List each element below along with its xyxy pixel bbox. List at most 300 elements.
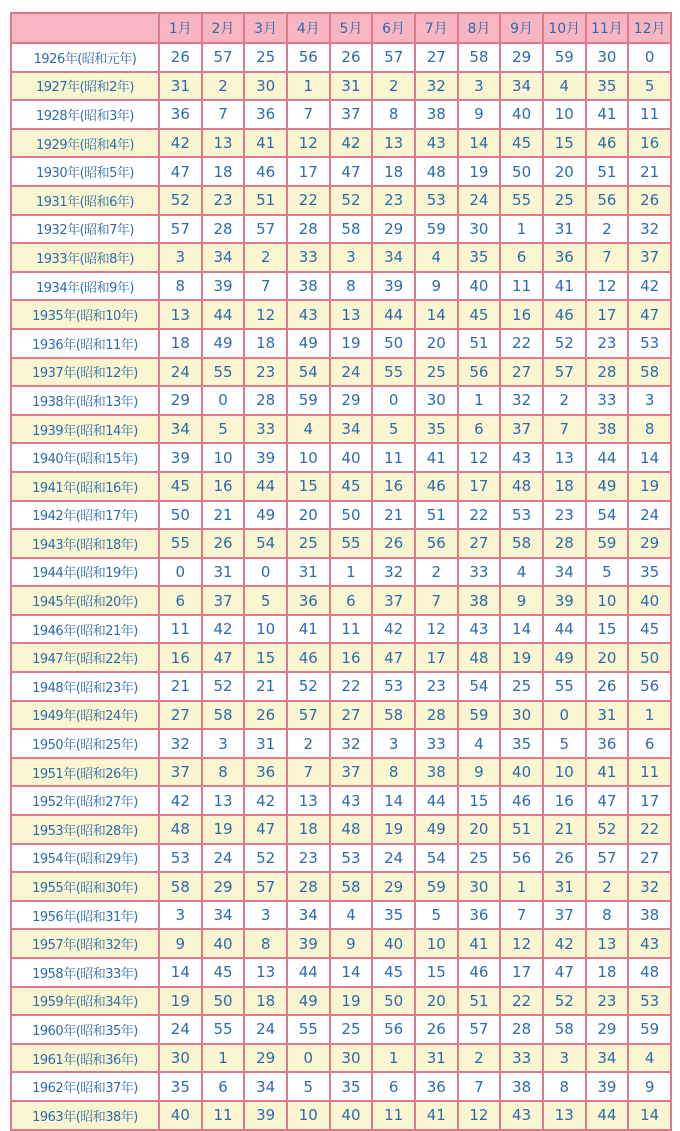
value-cell: 50 — [202, 987, 245, 1016]
value-cell: 2 — [543, 386, 586, 415]
value-cell: 32 — [159, 729, 202, 758]
value-cell: 15 — [244, 643, 287, 672]
value-cell: 19 — [202, 815, 245, 844]
value-cell: 22 — [500, 329, 543, 358]
value-cell: 42 — [372, 615, 415, 644]
value-cell: 27 — [500, 358, 543, 387]
year-cell: 1926年(昭和元年) — [11, 43, 159, 72]
value-cell: 53 — [159, 844, 202, 873]
value-cell: 49 — [415, 815, 458, 844]
value-cell: 24 — [330, 358, 373, 387]
value-cell: 33 — [287, 243, 330, 272]
value-cell: 2 — [458, 1044, 501, 1073]
value-cell: 55 — [543, 672, 586, 701]
value-cell: 0 — [159, 558, 202, 587]
table-row — [11, 672, 671, 701]
month-header: 9月 — [500, 13, 543, 43]
value-cell: 36 — [543, 243, 586, 272]
table-row — [11, 1015, 671, 1044]
value-cell: 9 — [458, 100, 501, 129]
value-cell: 47 — [372, 643, 415, 672]
value-cell: 35 — [500, 729, 543, 758]
value-cell: 43 — [287, 300, 330, 329]
value-cell: 52 — [330, 186, 373, 215]
value-cell: 35 — [159, 1072, 202, 1101]
value-cell: 3 — [458, 72, 501, 101]
year-cell: 1930年(昭和5年) — [11, 157, 159, 186]
value-cell: 32 — [628, 872, 671, 901]
value-cell: 18 — [244, 329, 287, 358]
value-cell: 50 — [159, 501, 202, 530]
value-cell: 47 — [202, 643, 245, 672]
value-cell: 26 — [372, 529, 415, 558]
value-cell: 40 — [500, 758, 543, 787]
value-cell: 42 — [159, 786, 202, 815]
value-cell: 2 — [372, 72, 415, 101]
table-row — [11, 586, 671, 615]
year-cell: 1942年(昭和17年) — [11, 501, 159, 530]
value-cell: 40 — [202, 929, 245, 958]
value-cell: 51 — [458, 329, 501, 358]
value-cell: 13 — [330, 300, 373, 329]
value-cell: 19 — [628, 472, 671, 501]
year-cell: 1931年(昭和6年) — [11, 186, 159, 215]
value-cell: 14 — [330, 958, 373, 987]
value-cell: 14 — [159, 958, 202, 987]
value-cell: 55 — [372, 358, 415, 387]
value-cell: 6 — [458, 415, 501, 444]
value-cell: 32 — [500, 386, 543, 415]
value-cell: 4 — [287, 415, 330, 444]
value-cell: 54 — [458, 672, 501, 701]
value-cell: 13 — [586, 929, 629, 958]
value-cell: 57 — [586, 844, 629, 873]
value-cell: 17 — [500, 958, 543, 987]
value-cell: 17 — [458, 472, 501, 501]
value-cell: 53 — [330, 844, 373, 873]
value-cell: 37 — [543, 901, 586, 930]
value-cell: 12 — [415, 615, 458, 644]
value-cell: 38 — [415, 100, 458, 129]
year-cell: 1957年(昭和32年) — [11, 929, 159, 958]
value-cell: 16 — [202, 472, 245, 501]
value-cell: 30 — [330, 1044, 373, 1073]
value-cell: 34 — [202, 901, 245, 930]
value-cell: 29 — [202, 872, 245, 901]
value-cell: 13 — [202, 786, 245, 815]
value-cell: 50 — [330, 501, 373, 530]
table-row — [11, 100, 671, 129]
value-cell: 26 — [543, 844, 586, 873]
year-cell: 1936年(昭和11年) — [11, 329, 159, 358]
month-header: 12月 — [628, 13, 671, 43]
value-cell: 20 — [287, 501, 330, 530]
value-cell: 1 — [458, 386, 501, 415]
value-cell: 6 — [500, 243, 543, 272]
value-cell: 26 — [202, 529, 245, 558]
value-cell: 0 — [628, 43, 671, 72]
value-cell: 24 — [159, 358, 202, 387]
value-cell: 25 — [415, 358, 458, 387]
value-cell: 12 — [287, 129, 330, 158]
value-cell: 34 — [287, 901, 330, 930]
value-cell: 15 — [543, 129, 586, 158]
value-cell: 2 — [586, 215, 629, 244]
value-cell: 31 — [586, 701, 629, 730]
value-cell: 46 — [415, 472, 458, 501]
value-cell: 6 — [628, 729, 671, 758]
year-cell: 1944年(昭和19年) — [11, 558, 159, 587]
value-cell: 13 — [159, 300, 202, 329]
value-cell: 45 — [458, 300, 501, 329]
value-cell: 48 — [458, 643, 501, 672]
value-cell: 42 — [159, 129, 202, 158]
value-cell: 39 — [372, 272, 415, 301]
value-cell: 59 — [628, 1015, 671, 1044]
value-cell: 42 — [543, 929, 586, 958]
year-cell: 1960年(昭和35年) — [11, 1015, 159, 1044]
value-cell: 9 — [159, 929, 202, 958]
value-cell: 56 — [628, 672, 671, 701]
value-cell: 55 — [330, 529, 373, 558]
value-cell: 23 — [244, 358, 287, 387]
table-row — [11, 157, 671, 186]
value-cell: 0 — [202, 386, 245, 415]
value-cell: 11 — [372, 443, 415, 472]
value-cell: 7 — [415, 586, 458, 615]
value-cell: 35 — [415, 415, 458, 444]
table-row — [11, 43, 671, 72]
value-cell: 12 — [458, 443, 501, 472]
value-cell: 3 — [202, 729, 245, 758]
value-cell: 18 — [244, 987, 287, 1016]
value-cell: 57 — [244, 872, 287, 901]
value-cell: 55 — [287, 1015, 330, 1044]
value-cell: 19 — [330, 987, 373, 1016]
year-cell: 1934年(昭和9年) — [11, 272, 159, 301]
table-row — [11, 815, 671, 844]
value-cell: 58 — [330, 872, 373, 901]
table-row — [11, 1101, 671, 1130]
value-cell: 57 — [202, 43, 245, 72]
value-cell: 13 — [372, 129, 415, 158]
value-cell: 51 — [244, 186, 287, 215]
value-cell: 50 — [372, 329, 415, 358]
year-cell: 1932年(昭和7年) — [11, 215, 159, 244]
value-cell: 14 — [500, 615, 543, 644]
value-cell: 35 — [628, 558, 671, 587]
value-cell: 55 — [159, 529, 202, 558]
value-cell: 37 — [330, 758, 373, 787]
value-cell: 29 — [372, 215, 415, 244]
value-cell: 37 — [372, 586, 415, 615]
value-cell: 7 — [458, 1072, 501, 1101]
value-cell: 14 — [628, 443, 671, 472]
value-cell: 57 — [543, 358, 586, 387]
table-row — [11, 1044, 671, 1073]
value-cell: 11 — [330, 615, 373, 644]
value-cell: 10 — [543, 100, 586, 129]
value-cell: 48 — [330, 815, 373, 844]
value-cell: 20 — [458, 815, 501, 844]
value-cell: 42 — [244, 786, 287, 815]
table-row — [11, 215, 671, 244]
value-cell: 21 — [372, 501, 415, 530]
value-cell: 26 — [244, 701, 287, 730]
value-cell: 36 — [586, 729, 629, 758]
value-cell: 52 — [244, 844, 287, 873]
value-cell: 55 — [500, 186, 543, 215]
value-cell: 9 — [500, 586, 543, 615]
value-cell: 23 — [415, 672, 458, 701]
value-cell: 7 — [586, 243, 629, 272]
month-header: 1月 — [159, 13, 202, 43]
value-cell: 24 — [159, 1015, 202, 1044]
value-cell: 26 — [330, 43, 373, 72]
value-cell: 23 — [372, 186, 415, 215]
value-cell: 21 — [244, 672, 287, 701]
year-cell: 1948年(昭和23年) — [11, 672, 159, 701]
value-cell: 45 — [330, 472, 373, 501]
value-cell: 23 — [202, 186, 245, 215]
value-cell: 44 — [287, 958, 330, 987]
value-cell: 8 — [372, 758, 415, 787]
value-cell: 15 — [415, 958, 458, 987]
year-month-table — [10, 12, 672, 1131]
year-cell: 1956年(昭和31年) — [11, 901, 159, 930]
year-cell: 1939年(昭和14年) — [11, 415, 159, 444]
value-cell: 16 — [372, 472, 415, 501]
value-cell: 25 — [543, 186, 586, 215]
value-cell: 59 — [458, 701, 501, 730]
value-cell: 15 — [287, 472, 330, 501]
year-cell: 1952年(昭和27年) — [11, 786, 159, 815]
value-cell: 58 — [628, 358, 671, 387]
value-cell: 6 — [159, 586, 202, 615]
value-cell: 57 — [458, 1015, 501, 1044]
value-cell: 3 — [159, 243, 202, 272]
value-cell: 3 — [628, 386, 671, 415]
value-cell: 8 — [543, 1072, 586, 1101]
table-header — [11, 13, 671, 43]
value-cell: 10 — [202, 443, 245, 472]
month-header: 4月 — [287, 13, 330, 43]
value-cell: 15 — [586, 615, 629, 644]
value-cell: 28 — [202, 215, 245, 244]
value-cell: 44 — [415, 786, 458, 815]
month-header: 5月 — [330, 13, 373, 43]
value-cell: 45 — [202, 958, 245, 987]
value-cell: 32 — [628, 215, 671, 244]
value-cell: 30 — [244, 72, 287, 101]
table-row — [11, 272, 671, 301]
value-cell: 10 — [543, 758, 586, 787]
value-cell: 24 — [244, 1015, 287, 1044]
value-cell: 30 — [500, 701, 543, 730]
value-cell: 58 — [202, 701, 245, 730]
value-cell: 44 — [586, 1101, 629, 1130]
value-cell: 37 — [159, 758, 202, 787]
value-cell: 16 — [330, 643, 373, 672]
value-cell: 18 — [159, 329, 202, 358]
value-cell: 56 — [372, 1015, 415, 1044]
month-header: 7月 — [415, 13, 458, 43]
value-cell: 25 — [500, 672, 543, 701]
value-cell: 39 — [586, 1072, 629, 1101]
value-cell: 54 — [415, 844, 458, 873]
value-cell: 22 — [458, 501, 501, 530]
year-cell: 1946年(昭和21年) — [11, 615, 159, 644]
value-cell: 53 — [628, 329, 671, 358]
month-header: 10月 — [543, 13, 586, 43]
table-row — [11, 615, 671, 644]
table-row — [11, 472, 671, 501]
value-cell: 19 — [159, 987, 202, 1016]
value-cell: 48 — [500, 472, 543, 501]
value-cell: 26 — [586, 672, 629, 701]
table-row — [11, 501, 671, 530]
value-cell: 43 — [628, 929, 671, 958]
value-cell: 29 — [586, 1015, 629, 1044]
year-cell: 1949年(昭和24年) — [11, 701, 159, 730]
value-cell: 52 — [586, 815, 629, 844]
table-row — [11, 901, 671, 930]
table-row — [11, 72, 671, 101]
value-cell: 58 — [500, 529, 543, 558]
value-cell: 57 — [287, 701, 330, 730]
value-cell: 36 — [244, 100, 287, 129]
value-cell: 1 — [500, 872, 543, 901]
value-cell: 46 — [287, 643, 330, 672]
value-cell: 31 — [287, 558, 330, 587]
value-cell: 53 — [500, 501, 543, 530]
value-cell: 2 — [586, 872, 629, 901]
value-cell: 48 — [415, 157, 458, 186]
table-row — [11, 729, 671, 758]
value-cell: 28 — [287, 215, 330, 244]
value-cell: 32 — [330, 729, 373, 758]
table-row — [11, 872, 671, 901]
value-cell: 51 — [458, 987, 501, 1016]
value-cell: 20 — [415, 987, 458, 1016]
value-cell: 3 — [244, 901, 287, 930]
value-cell: 34 — [159, 415, 202, 444]
year-cell: 1938年(昭和13年) — [11, 386, 159, 415]
value-cell: 28 — [543, 529, 586, 558]
year-cell: 1959年(昭和34年) — [11, 987, 159, 1016]
value-cell: 27 — [330, 701, 373, 730]
value-cell: 28 — [244, 386, 287, 415]
value-cell: 7 — [244, 272, 287, 301]
value-cell: 41 — [244, 129, 287, 158]
value-cell: 23 — [287, 844, 330, 873]
value-cell: 59 — [415, 872, 458, 901]
table-row — [11, 243, 671, 272]
value-cell: 4 — [330, 901, 373, 930]
value-cell: 22 — [500, 987, 543, 1016]
value-cell: 37 — [500, 415, 543, 444]
value-cell: 49 — [287, 329, 330, 358]
value-cell: 13 — [244, 958, 287, 987]
value-cell: 40 — [330, 443, 373, 472]
value-cell: 36 — [415, 1072, 458, 1101]
value-cell: 38 — [500, 1072, 543, 1101]
value-cell: 25 — [458, 844, 501, 873]
value-cell: 8 — [628, 415, 671, 444]
value-cell: 0 — [287, 1044, 330, 1073]
value-cell: 24 — [628, 501, 671, 530]
value-cell: 12 — [500, 929, 543, 958]
value-cell: 2 — [415, 558, 458, 587]
value-cell: 22 — [628, 815, 671, 844]
value-cell: 4 — [628, 1044, 671, 1073]
value-cell: 40 — [628, 586, 671, 615]
table-body — [11, 43, 671, 1130]
value-cell: 34 — [244, 1072, 287, 1101]
value-cell: 9 — [330, 929, 373, 958]
year-cell: 1929年(昭和4年) — [11, 129, 159, 158]
value-cell: 39 — [159, 443, 202, 472]
year-cell: 1947年(昭和22年) — [11, 643, 159, 672]
value-cell: 44 — [372, 300, 415, 329]
value-cell: 52 — [543, 987, 586, 1016]
value-cell: 3 — [330, 243, 373, 272]
value-cell: 25 — [287, 529, 330, 558]
value-cell: 28 — [586, 358, 629, 387]
value-cell: 53 — [415, 186, 458, 215]
table-row — [11, 643, 671, 672]
value-cell: 15 — [458, 786, 501, 815]
value-cell: 23 — [543, 501, 586, 530]
value-cell: 16 — [159, 643, 202, 672]
value-cell: 41 — [415, 1101, 458, 1130]
value-cell: 57 — [372, 43, 415, 72]
value-cell: 49 — [543, 643, 586, 672]
value-cell: 57 — [244, 215, 287, 244]
value-cell: 9 — [628, 1072, 671, 1101]
value-cell: 18 — [586, 958, 629, 987]
table-row — [11, 844, 671, 873]
value-cell: 8 — [244, 929, 287, 958]
value-cell: 38 — [287, 272, 330, 301]
value-cell: 41 — [586, 758, 629, 787]
value-cell: 1 — [372, 1044, 415, 1073]
value-cell: 13 — [543, 1101, 586, 1130]
value-cell: 40 — [458, 272, 501, 301]
value-cell: 11 — [628, 758, 671, 787]
value-cell: 58 — [372, 701, 415, 730]
value-cell: 59 — [543, 43, 586, 72]
value-cell: 1 — [628, 701, 671, 730]
value-cell: 4 — [415, 243, 458, 272]
value-cell: 10 — [586, 586, 629, 615]
value-cell: 24 — [372, 844, 415, 873]
value-cell: 57 — [159, 215, 202, 244]
value-cell: 26 — [415, 1015, 458, 1044]
value-cell: 39 — [202, 272, 245, 301]
value-cell: 44 — [244, 472, 287, 501]
table-row — [11, 129, 671, 158]
value-cell: 48 — [159, 815, 202, 844]
value-cell: 49 — [586, 472, 629, 501]
value-cell: 52 — [287, 672, 330, 701]
table-row — [11, 558, 671, 587]
value-cell: 29 — [159, 386, 202, 415]
value-cell: 47 — [543, 958, 586, 987]
value-cell: 3 — [159, 901, 202, 930]
value-cell: 47 — [628, 300, 671, 329]
value-cell: 55 — [202, 358, 245, 387]
